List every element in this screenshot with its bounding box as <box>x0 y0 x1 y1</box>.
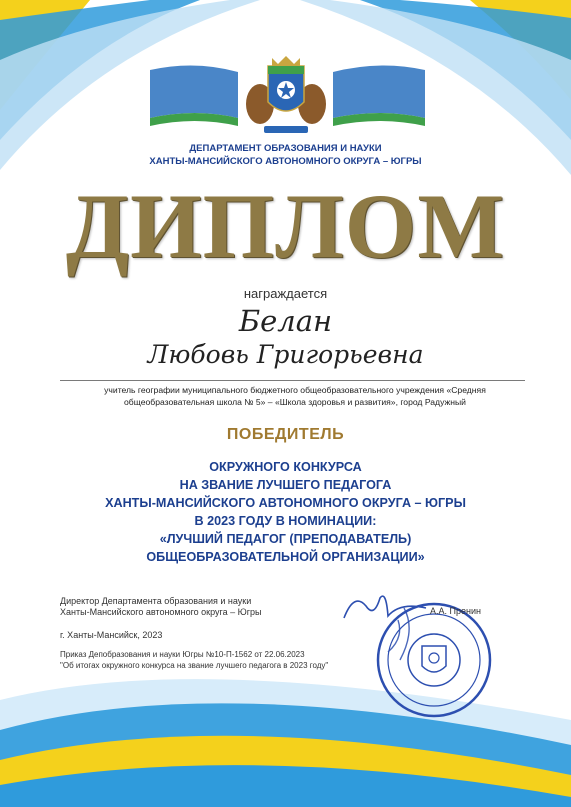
diploma-title: ДИПЛОМ <box>65 175 506 277</box>
name-underline <box>60 380 525 381</box>
contest-line: ОБЩЕОБРАЗОВАТЕЛЬНОЙ ОРГАНИЗАЦИИ» <box>146 550 425 564</box>
contest-line: ОКРУЖНОГО КОНКУРСА <box>209 460 362 474</box>
position-line-2: общеобразовательная школа № 5» – «Школа здоровья и развития», город Радужный <box>124 397 466 407</box>
order-line-1: Приказ Депобразования и науки Югры №10-П-1562 от 22.06.2023 <box>60 650 305 659</box>
recipient-surname: Белан <box>238 304 333 338</box>
award-title: ПОБЕДИТЕЛЬ <box>226 426 345 443</box>
signatory-name: А.А. Пренин <box>430 606 481 616</box>
contest-line: ХАНТЫ-МАНСИЙСКОГО АВТОНОМНОГО ОКРУГА – ЮГРЫ <box>105 496 466 510</box>
coat-of-arms-icon <box>238 54 334 136</box>
recipient-given-names: Любовь Григорьевна <box>147 340 424 369</box>
signatory-title <box>60 596 380 618</box>
signatory-line-1: Директор Департамента образования и науки <box>60 596 252 606</box>
department-line-1: ДЕПАРТАМЕНТ ОБРАЗОВАНИЯ И НАУКИ <box>189 143 382 154</box>
order-reference <box>60 650 380 671</box>
department-name <box>0 142 571 168</box>
department-line-2: ХАНТЫ-МАНСИЙСКОГО АВТОНОМНОГО ОКРУГА – ЮГРЫ <box>149 156 422 167</box>
city-year: г. Ханты-Мансийск, 2023 <box>60 630 163 640</box>
position-line-1: учитель географии муниципального бюджетного общеобразовательного учреждения «Средняя <box>104 385 486 395</box>
signature-icon <box>340 588 430 628</box>
contest-description <box>0 458 571 566</box>
awarded-label: награждается <box>243 286 328 301</box>
signatory-line-2: Ханты-Мансийского автономного округа – Югры <box>60 607 262 617</box>
recipient-position <box>70 384 520 408</box>
contest-line: «ЛУЧШИЙ ПЕДАГОГ (ПРЕПОДАВАТЕЛЬ) <box>159 532 412 546</box>
order-line-2: "Об итогах окружного конкурса на звание лучшего педагога в 2023 году" <box>60 660 329 670</box>
contest-line: В 2023 ГОДУ В НОМИНАЦИИ: <box>194 514 377 528</box>
contest-line: НА ЗВАНИЕ ЛУЧШЕГО ПЕДАГОГА <box>179 478 392 492</box>
